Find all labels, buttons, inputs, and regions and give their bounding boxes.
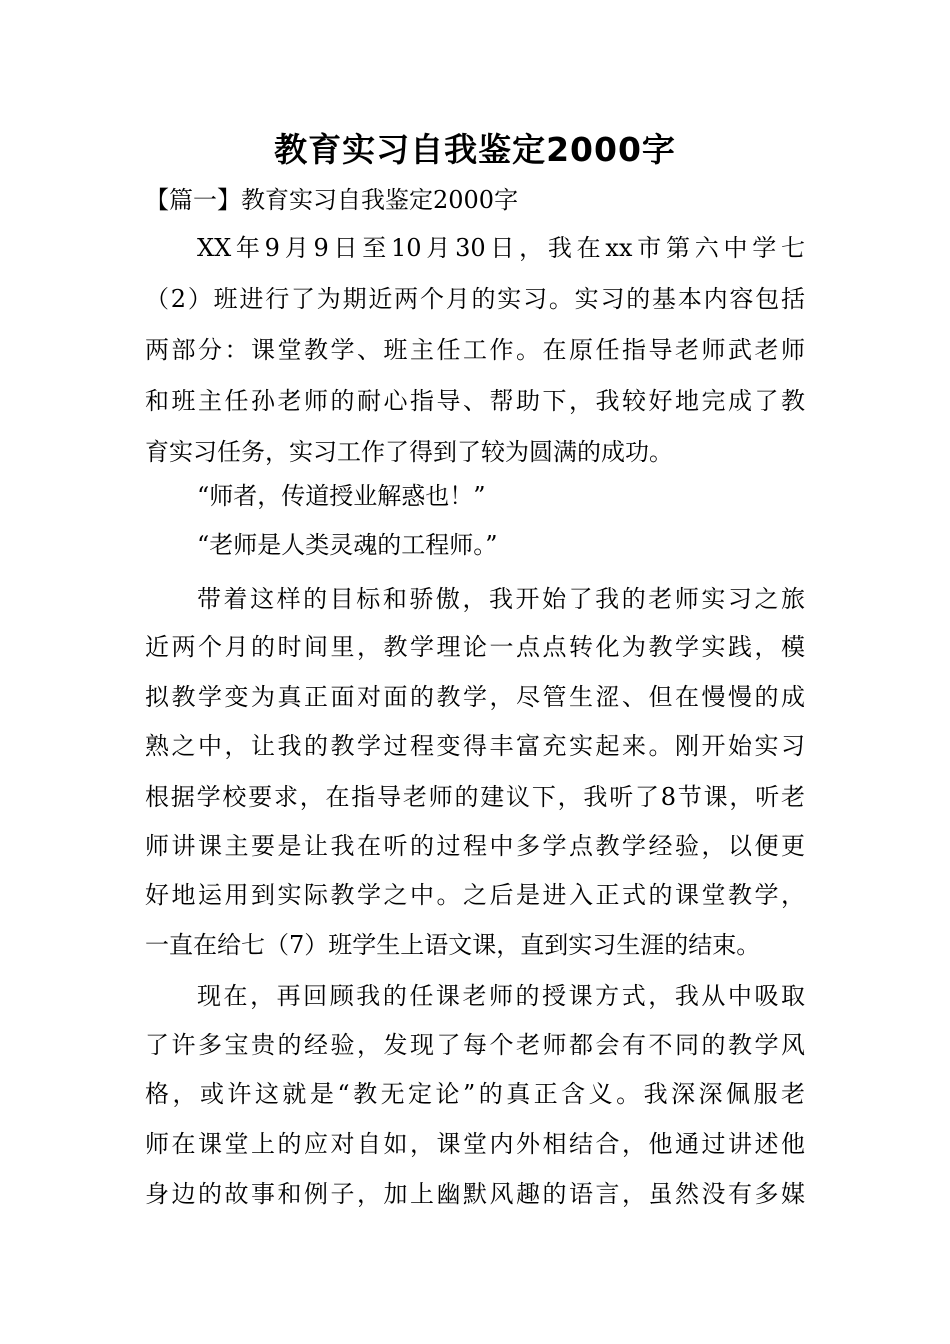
paragraph-line: 师讲课主要是让我在听的过程中多学点教学经验，以便更: [145, 832, 805, 860]
document-title: 教育实习自我鉴定2000字: [274, 130, 676, 169]
paragraph-line: 育实习任务，实习工作了得到了较为圆满的成功。: [145, 438, 673, 466]
paragraph-line: 一直在给七（7）班学生上语文课，直到实习生涯的结束。: [145, 931, 761, 959]
section-heading: 【篇一】教育实习自我鉴定2000字: [145, 186, 519, 214]
paragraph-line: 身边的故事和例子，加上幽默风趣的语言，虽然没有多媒: [145, 1180, 805, 1208]
paragraph-line: 现在，再回顾我的任课老师的授课方式，我从中吸取: [197, 982, 805, 1010]
paragraph-line: 师在课堂上的应对自如，课堂内外相结合，他通过讲述他: [145, 1130, 805, 1158]
paragraph-line: 和班主任孙老师的耐心指导、帮助下，我较好地完成了教: [145, 387, 805, 415]
paragraph-line: 好地运用到实际教学之中。之后是进入正式的课堂教学，: [145, 881, 805, 909]
paragraph-line: 带着这样的目标和骄傲，我开始了我的老师实习之旅: [197, 585, 805, 613]
paragraph-line: 近两个月的时间里，教学理论一点点转化为教学实践，模: [145, 633, 805, 661]
paragraph-line: 了许多宝贵的经验，发现了每个老师都会有不同的教学风: [145, 1031, 805, 1059]
paragraph-line: （2）班进行了为期近两个月的实习。实习的基本内容包括: [145, 285, 805, 313]
paragraph-line: 拟教学变为真正面对面的教学，尽管生涩、但在慢慢的成: [145, 683, 805, 711]
paragraph-line: 熟之中，让我的教学过程变得丰富充实起来。刚开始实习: [145, 732, 805, 760]
paragraph-line: XX年9月9日至10月30日，我在xx市第六中学七: [197, 234, 805, 262]
paragraph-line: 根据学校要求，在指导老师的建议下，我听了8节课，听老: [145, 783, 805, 811]
quote-line: “师者，传道授业解惑也！”: [197, 482, 486, 510]
paragraph-line: 格，或许这就是“教无定论”的真正含义。我深深佩服老: [145, 1080, 805, 1108]
quote-line: “老师是人类灵魂的工程师。”: [197, 531, 498, 559]
paragraph-line: 两部分：课堂教学、班主任工作。在原任指导老师武老师: [145, 336, 805, 364]
